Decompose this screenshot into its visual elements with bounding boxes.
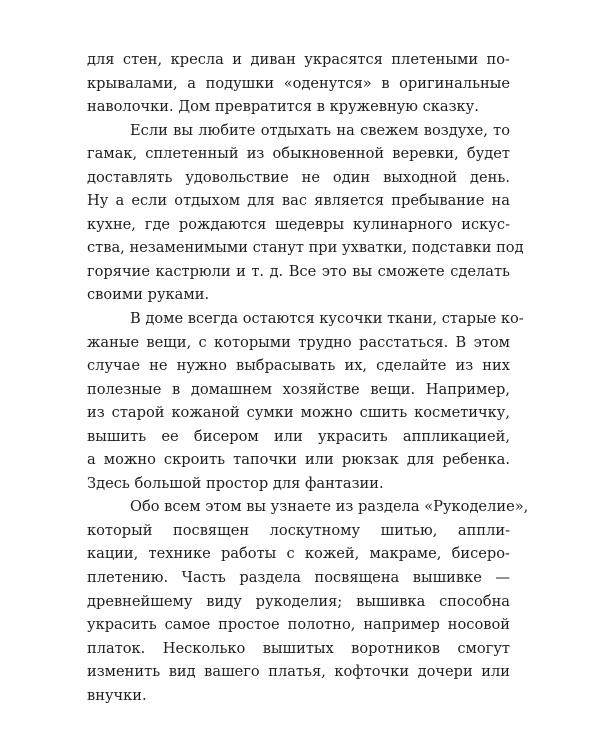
text-line: который посвящен лоскутному шитью, аппли- — [87, 521, 510, 539]
paragraph-4 — [87, 495, 529, 707]
text-line: украсить самое простое полотно, например носовой — [87, 616, 510, 634]
text-line: Ну а если отдыхом для вас является пребывание на — [87, 192, 510, 210]
text-line: кации, технике работы с кожей, макраме, бисеро- — [87, 545, 510, 563]
text-line: ства, незаменимыми станут при ухватки, подставки под — [87, 239, 524, 257]
text-line: для стен, кресла и диван украсятся плетеными по- — [87, 51, 510, 68]
text-line: из старой кожаной сумки можно сшить косметичку, — [87, 404, 510, 422]
paragraph-1 — [87, 48, 510, 119]
text-line: горячие кастрюли и т. д. Все это вы сможете сделать — [87, 262, 510, 280]
text-line: плетению. Часть раздела посвящена вышивке — — [87, 569, 510, 587]
paragraph-3 — [87, 307, 524, 495]
text-line: Если вы любите отдыхать на свежем воздухе, то — [130, 121, 510, 139]
text-line: Обо всем этом вы узнаете из раздела «Рукоделие», — [130, 498, 529, 516]
text-line: кухне, где рождаются шедевры кулинарного искус- — [87, 215, 510, 233]
text-line: своими руками. — [87, 286, 210, 304]
text-line: изменить вид вашего платья, кофточки дочери или — [87, 663, 510, 681]
page-text-block — [87, 48, 529, 707]
text-line: крывалами, а подушки «оденутся» в оригинальные — [87, 74, 510, 92]
text-line: доставлять удовольствие не один выходной день. — [87, 168, 510, 186]
text-line: а можно скроить тапочки или рюкзак для ребенка. — [87, 451, 510, 469]
paragraph-2 — [87, 119, 524, 307]
text-line: внучки. — [87, 686, 147, 704]
text-line: платок. Несколько вышитых воротников смогут — [87, 639, 510, 657]
text-line: В доме всегда остаются кусочки ткани, старые ко- — [130, 310, 524, 328]
text-line: вышить ее бисером или украсить аппликацией, — [87, 427, 510, 445]
text-line: полезные в домашнем хозяйстве вещи. Например, — [87, 380, 510, 398]
text-line: древнейшему виду рукоделия; вышивка способна — [87, 592, 510, 610]
text-line: Здесь большой простор для фантазии. — [87, 474, 384, 492]
text-line: жаные вещи, с которыми трудно расстаться. В этом — [87, 333, 510, 351]
text-line: наволочки. Дом превратится в кружевную сказку. — [87, 98, 479, 116]
text-line: случае не нужно выбрасывать их, сделайте из них — [87, 357, 510, 375]
text-line: гамак, сплетенный из обыкновенной веревки, будет — [87, 145, 510, 163]
